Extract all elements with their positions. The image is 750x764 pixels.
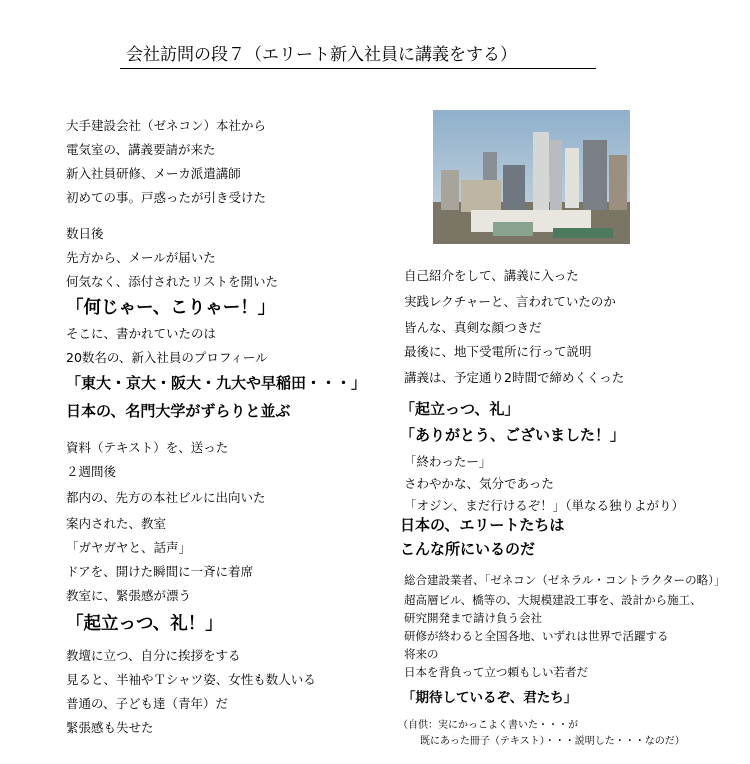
left-shout2: 「東大・京大・阪大・九大や早稲田・・・」 (66, 374, 367, 392)
left-p4-line3: 都内の、先方の本社ビルに出向いた (66, 490, 266, 505)
right-p1-line5: 講義は、予定通り2時間で締めくくった (404, 370, 625, 385)
right-note-line2: 既にあった冊子（テキスト）・・・説明した・・・なのだ） (420, 736, 685, 747)
page-title: 会社訪問の段７（エリート新入社員に講義をする） (120, 42, 596, 69)
left-p4-line5: 「ガヤガヤと、話声」 (66, 540, 192, 555)
right-p1-line1: 自己紹介をして、講義に入った (404, 268, 579, 283)
right-shout3-line1: 日本の、エリートたちは (400, 516, 565, 534)
right-p2-line3: 「オジン、まだ行けるぞ！」（単なる独りよがり） (404, 498, 684, 513)
right-shout2: 「ありがとう、ございました！」 (400, 426, 626, 444)
right-p3-line3: 研究開発まで請け負う会社 (404, 611, 542, 625)
left-p5-line3: 普通の、子ども達（青年）だ (66, 696, 229, 711)
left-p4-line7: 教室に、緊張感が漂う (66, 588, 192, 603)
right-p3-line2: 超高層ビル、橋等の、大規模建設工事を、設計から施工、 (404, 593, 702, 607)
right-shout3-line2: こんな所にいるのだ (400, 540, 536, 558)
right-shout1: 「起立っつ、礼」 (400, 400, 520, 418)
left-p4-line6: ドアを、開けた瞬間に一斉に着席 (66, 564, 254, 579)
right-p3-line5: 将来の (404, 647, 439, 661)
right-p3-line4: 研修が終わると全国各地、いずれは世界で活躍する (404, 629, 669, 643)
right-p1-line2: 実践レクチャーと、言われていたのか (404, 294, 616, 309)
left-p5-line1: 教壇に立つ、自分に挨拶をする (66, 648, 241, 663)
left-p2-line1: 数日後 (66, 226, 104, 241)
left-p1-line1: 大手建設会社（ゼネコン）本社から (66, 118, 267, 133)
left-p4-line2: ２週間後 (66, 464, 117, 479)
right-p1-line4: 最後に、地下受電所に行って説明 (404, 344, 592, 359)
left-p5-line2: 見ると、半袖やＴシャツ姿、女性も数人いる (66, 672, 316, 687)
left-p2-line3: 何気なく、添付されたリストを開いた (66, 274, 279, 289)
left-shout4: 「起立っつ、礼！」 (66, 614, 223, 634)
right-p2-line2: さわやかな、気分であった (404, 476, 554, 491)
left-p4-line4: 案内された、教室 (66, 516, 167, 531)
left-p5-line4: 緊張感も失せた (66, 720, 154, 735)
right-note-line1: （自供：実にかっこよく書いた・・・が (398, 720, 578, 731)
left-p1-line2: 電気室の、講義要請が来た (66, 142, 216, 157)
left-p4-line1: 資料（テキスト）を、送った (66, 440, 229, 455)
right-p1-line3: 皆んな、真剣な顔つきだ (404, 320, 542, 335)
left-p2-line2: 先方から、メールが届いた (66, 250, 216, 265)
right-p2-line1: 「終わったー」 (404, 454, 492, 469)
right-p3-line1: 総合建設業者、「ゼネコン（ゼネラル・コントラクターの略）」 (404, 573, 726, 587)
left-p3-line1: そこに、書かれていたのは (66, 326, 217, 341)
city-skyline-photo (433, 110, 630, 244)
left-shout1: 「何じゃー、こりゃー！」 (66, 298, 276, 318)
left-p1-line3: 新入社員研修、メーカ派遣講師 (66, 166, 241, 181)
left-shout3: 日本の、名門大学がずらりと並ぶ (66, 402, 291, 420)
right-shout4: 「期待しているぞ、君たち」 (402, 690, 578, 706)
left-p3-line2: 20数名の、新入社員のプロフィール (66, 350, 268, 365)
right-p3-line6: 日本を背負って立つ頼もしい若者だ (404, 665, 588, 679)
left-p1-line4: 初めての事。戸惑ったが引き受けた (66, 190, 267, 205)
